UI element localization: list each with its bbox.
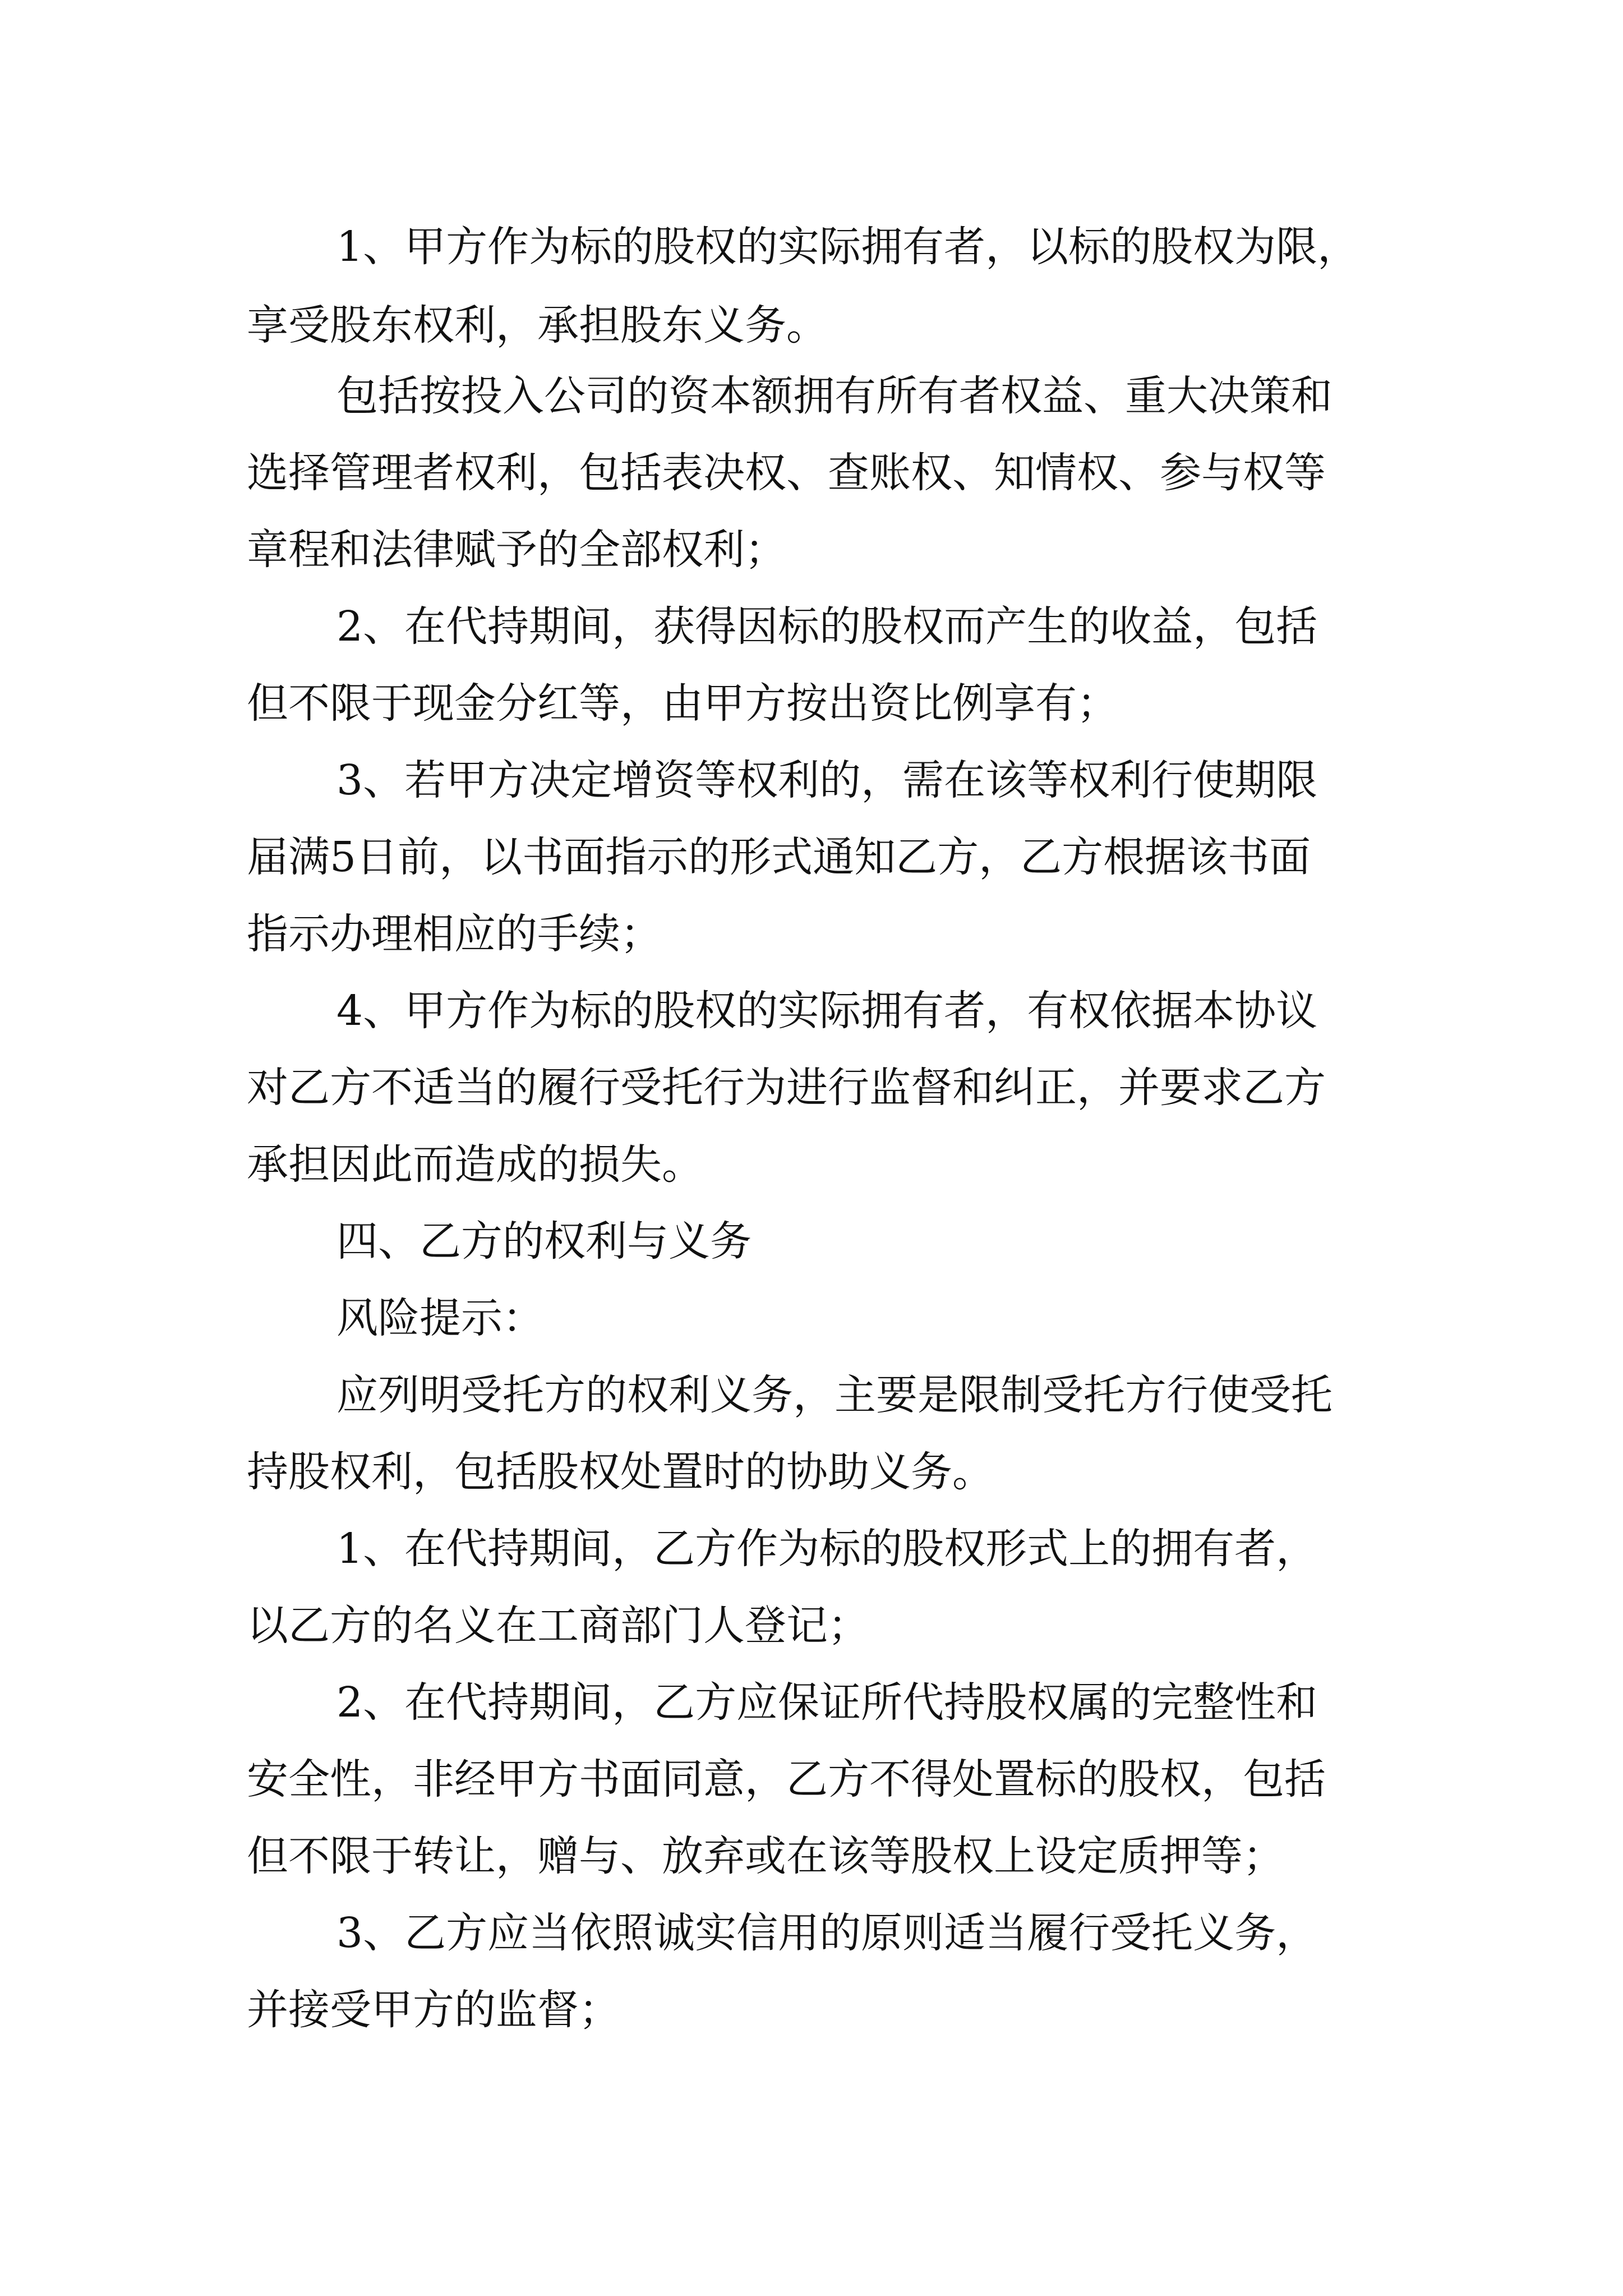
text-line: 1、在代持期间，乙方作为标的股权形式上的拥有者， [336, 1525, 1318, 1573]
text-line: 1、甲方作为标的股权的实际拥有者，以标的股权为限， [336, 223, 1359, 271]
text-line: 指示办理相应的手续； [247, 910, 662, 958]
text-line: 2、在代持期间，乙方应保证所代持股权属的完整性和 [336, 1678, 1318, 1727]
text-line: 包括按投入公司的资本额拥有所有者权益、重大决策和 [336, 372, 1332, 420]
text-line: 届满5日前，以书面指示的形式通知乙方，乙方根据该书面 [247, 833, 1311, 881]
text-line: 但不限于现金分红等，由甲方按出资比例享有； [247, 679, 1118, 728]
section-heading: 四、乙方的权利与义务 [336, 1217, 751, 1266]
text-line: 章程和法律赋予的全部权利； [247, 526, 786, 574]
text-line: 3、若甲方决定增资等权利的，需在该等权利行使期限 [336, 756, 1318, 804]
text-line: 承担因此而造成的损失。 [247, 1140, 703, 1189]
text-line: 以乙方的名义在工商部门人登记； [247, 1602, 869, 1650]
text-line: 并接受甲方的监督； [247, 1986, 620, 2034]
text-line: 应列明受托方的权利义务，主要是限制受托方行使受托 [336, 1371, 1332, 1419]
text-line: 选择管理者权利，包括表决权、查账权、知情权、参与权等 [247, 449, 1326, 497]
text-line: 2、在代持期间，获得因标的股权而产生的收益，包括 [336, 602, 1318, 651]
text-line: 安全性，非经甲方书面同意，乙方不得处置标的股权，包括 [247, 1755, 1326, 1803]
text-line: 4、甲方作为标的股权的实际拥有者，有权依据本协议 [336, 987, 1318, 1035]
text-line: 对乙方不适当的履行受托行为进行监督和纠正，并要求乙方 [247, 1064, 1326, 1112]
text-line: 但不限于转让，赠与、放弃或在该等股权上设定质押等； [247, 1832, 1284, 1880]
text-line: 持股权利，包括股权处置时的协助义务。 [247, 1448, 994, 1496]
text-line: 享受股东权利，承担股东义务。 [247, 301, 828, 349]
text-line: 3、乙方应当依照诚实信用的原则适当履行受托义务， [336, 1909, 1318, 1957]
text-line: 风险提示： [336, 1294, 544, 1342]
